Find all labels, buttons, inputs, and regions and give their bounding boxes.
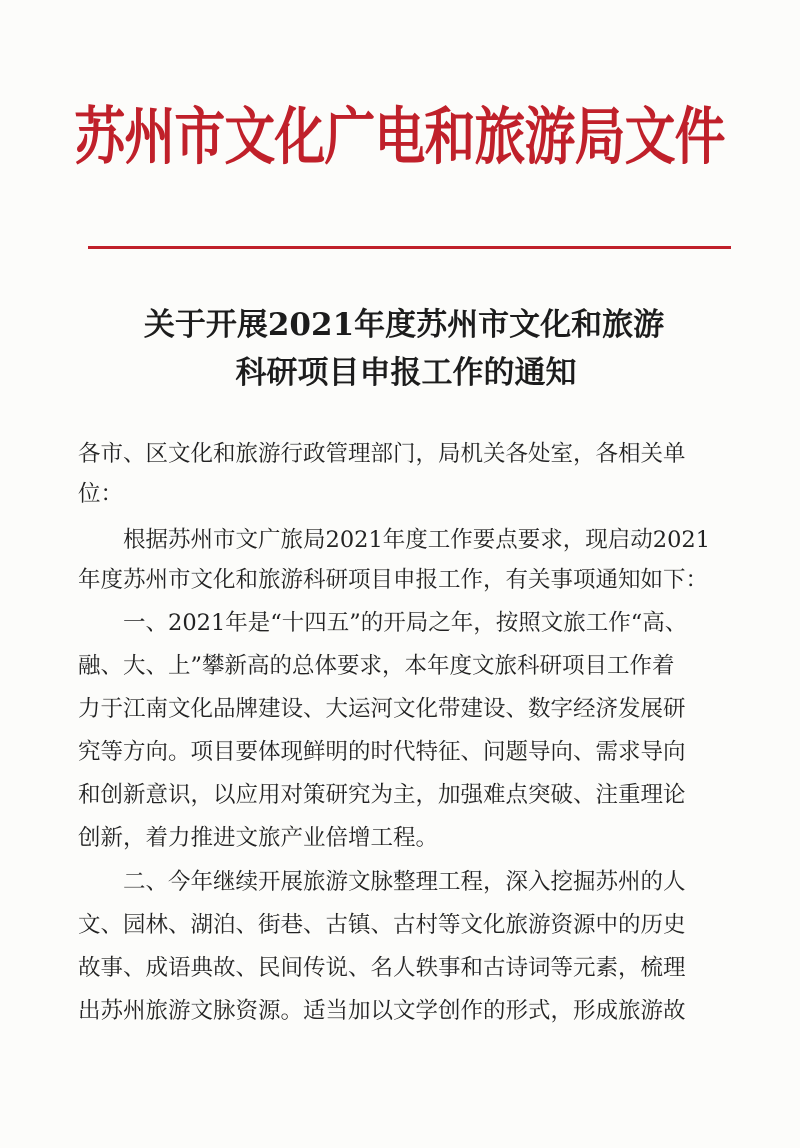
body-line: 年度苏州市文化和旅游科研项目申报工作，有关事项通知如下：	[78, 567, 709, 593]
body-line-salutation-cont: 位：	[78, 481, 124, 507]
body-line: 文、园林、湖泊、街巷、古镇、古村等文化旅游资源中的历史	[78, 912, 686, 938]
body-line: 根据苏州市文广旅局2021年度工作要点要求，现启动2021	[123, 527, 711, 553]
body-line: 力于江南文化品牌建设、大运河文化带建设、数字经济发展研	[78, 696, 686, 722]
body-line-salutation: 各市、区文化和旅游行政管理部门，局机关各处室，各相关单	[78, 441, 686, 467]
body-line: 一、2021年是“十四五”的开局之年，按照文旅工作“高、	[123, 610, 688, 636]
body-line: 融、大、上”攀新高的总体要求，本年度文旅科研项目工作着	[78, 653, 675, 679]
body-line: 和创新意识，以应用对策研究为主，加强难点突破、注重理论	[78, 782, 686, 808]
document-title-line-1: 关于开展2021年度苏州市文化和旅游	[143, 307, 665, 343]
document-title-line-2: 科研项目申报工作的通知	[235, 355, 577, 391]
body-line: 二、今年继续开展旅游文脉整理工程，深入挖掘苏州的人	[123, 869, 686, 895]
body-line: 究等方向。项目要体现鲜明的时代特征、问题导向、需求导向	[78, 739, 686, 765]
header-divider	[88, 246, 731, 249]
body-line: 故事、成语典故、民间传说、名人轶事和古诗词等元素，梳理	[78, 955, 686, 981]
body-line: 出苏州旅游文脉资源。适当加以文学创作的形式，形成旅游故	[78, 998, 686, 1024]
issuer-header-title: 苏州市文化广电和旅游局文件	[74, 100, 726, 173]
body-line: 创新，着力推进文旅产业倍增工程。	[78, 825, 439, 851]
